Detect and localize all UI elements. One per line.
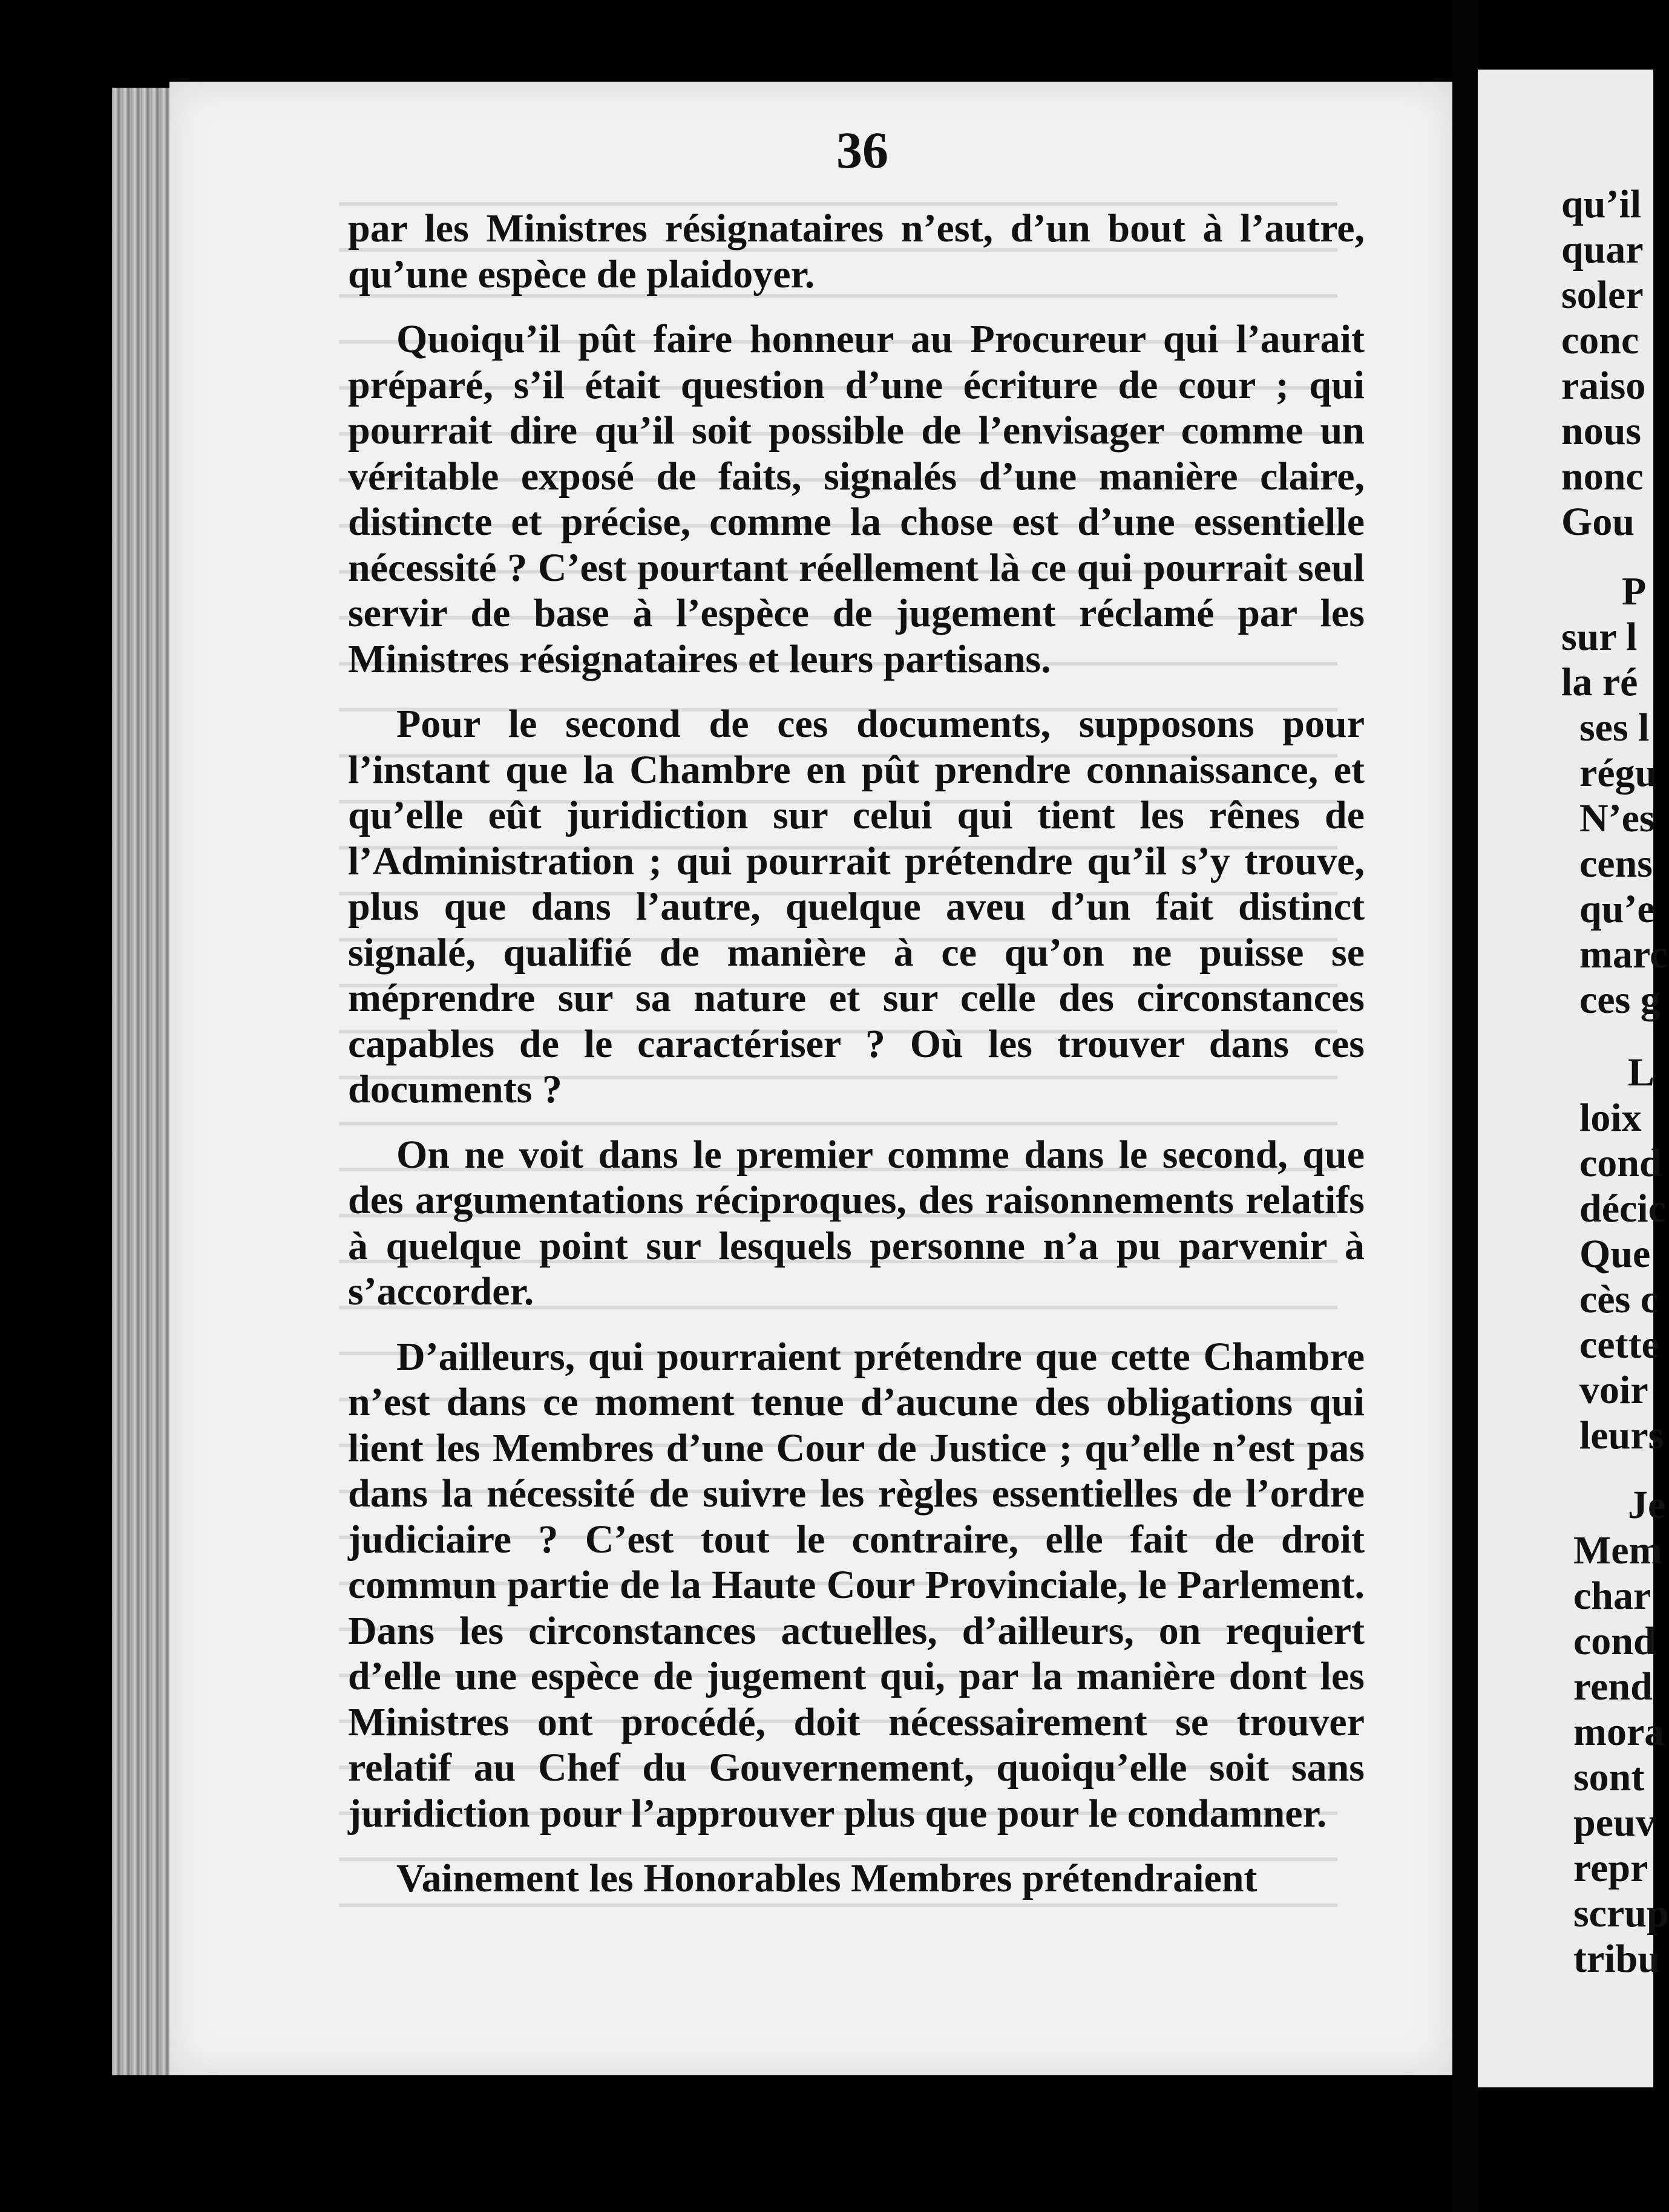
right-fragment: conc (1561, 318, 1639, 362)
right-fragment: la ré (1561, 660, 1638, 704)
right-fragment: Que (1579, 1232, 1651, 1276)
right-fragment: leurs (1579, 1413, 1664, 1458)
right-fragment: qu’il (1561, 182, 1642, 226)
right-fragment: cès c (1579, 1277, 1659, 1321)
page-gutter (1452, 0, 1478, 2212)
paragraph: Quoiqu’il pût faire honneur au Procureur qui l’aurait préparé, s’il était question d’une écriture de cour ; qui pourrait dire qu’il soit possible de l’envisager comme un véritable exposé de faits, signalés d’une manière claire, distincte et précise, comme la chose est d’une essentielle nécessité ? C’est pourtant réellement là ce qui pourrait seul servir de base à l’espèce de jugement réclamé par les Ministres résignataires et leurs partisans. (348, 317, 1365, 681)
right-fragment: décic (1579, 1186, 1666, 1231)
right-fragment: Gou (1561, 500, 1635, 544)
right-fragment: nonc (1561, 454, 1644, 499)
paragraph: Vainement les Honorables Membres prétendraient (396, 1856, 1257, 1900)
right-fragment: char (1573, 1574, 1651, 1618)
right-fragment: tribu (1573, 1937, 1661, 1981)
right-fragment: cond (1573, 1619, 1656, 1663)
page-body-text (348, 206, 1365, 1902)
right-fragment: sont (1573, 1755, 1645, 1799)
right-fragment: repr (1573, 1846, 1648, 1890)
right-fragment: soler (1561, 273, 1644, 317)
right-fragment: régu (1579, 751, 1658, 795)
right-fragment: mora (1573, 1710, 1665, 1754)
paragraph: On ne voit dans le premier comme dans le second, que des argumentations réciproques, des raisonnements relatifs à quelque point sur lesquels personne n’a pu parvenir à s’accorder. (348, 1132, 1365, 1314)
page-edge-stack (112, 88, 169, 2075)
right-fragment: ses l (1579, 705, 1650, 750)
right-fragment: qu’e (1579, 887, 1655, 931)
right-fragment: scrup (1573, 1891, 1669, 1936)
right-fragment: sur l (1561, 615, 1638, 659)
right-fragment: raiso (1561, 364, 1646, 408)
right-fragment: cens (1579, 842, 1653, 886)
right-fragment: L (1628, 1050, 1655, 1095)
right-fragment: cond (1579, 1141, 1662, 1185)
right-fragment: loix (1579, 1096, 1642, 1140)
right-fragment: Mem (1573, 1528, 1662, 1572)
right-fragment: Je (1628, 1483, 1666, 1527)
right-fragment: rend (1573, 1664, 1653, 1709)
right-fragment: voir (1579, 1368, 1648, 1412)
page-number: 36 (836, 121, 888, 179)
right-fragment: N’es (1579, 796, 1655, 840)
right-fragment: ces g (1579, 978, 1661, 1022)
right-fragment: cette (1579, 1323, 1659, 1367)
paragraph: D’ailleurs, qui pourraient prétendre que cette Chambre n’est dans ce moment tenue d’aucune des obligations qui lient les Membres d’une Cour de Justice ; qu’elle n’est pas dans la nécessité de suivre les règles essentielles de l’ordre judiciaire ? C’est tout le contraire, elle fait de droit commun partie de la Haute Cour Provinciale, le Parlement. Dans les circonstances actuelles, d’ailleurs, on requiert d’elle une espèce de jugement qui, par la manière dont les Ministres ont procédé, doit nécessairement se trouver relatif au Chef du Gouvernement, quoiqu’elle soit sans juridiction pour l’approuver plus que pour le condamner. (348, 1334, 1365, 1836)
paragraph: Pour le second de ces documents, supposons pour l’instant que la Chambre en pût prendre connaissance, et qu’elle eût juridiction sur celui qui tient les rênes de l’Administration ; qui pourrait prétendre qu’il s’y trouve, plus que dans l’autre, quelque aveu d’un fait distinct signalé, qualifié de manière à ce qu’on ne puisse se méprendre sur sa nature et sur celle des circonstances capables de le caractériser ? Où les trouver dans ces documents ? (348, 702, 1365, 1111)
paragraph: par les Ministres résignataires n’est, d’un bout à l’autre, qu’une espèce de plaidoyer. (348, 206, 1365, 296)
right-fragment: P (1622, 569, 1647, 614)
right-fragment: nous (1561, 409, 1642, 453)
right-fragment: quar (1561, 227, 1644, 272)
right-fragment: peuv (1573, 1801, 1656, 1845)
right-fragment: marc (1579, 932, 1668, 977)
